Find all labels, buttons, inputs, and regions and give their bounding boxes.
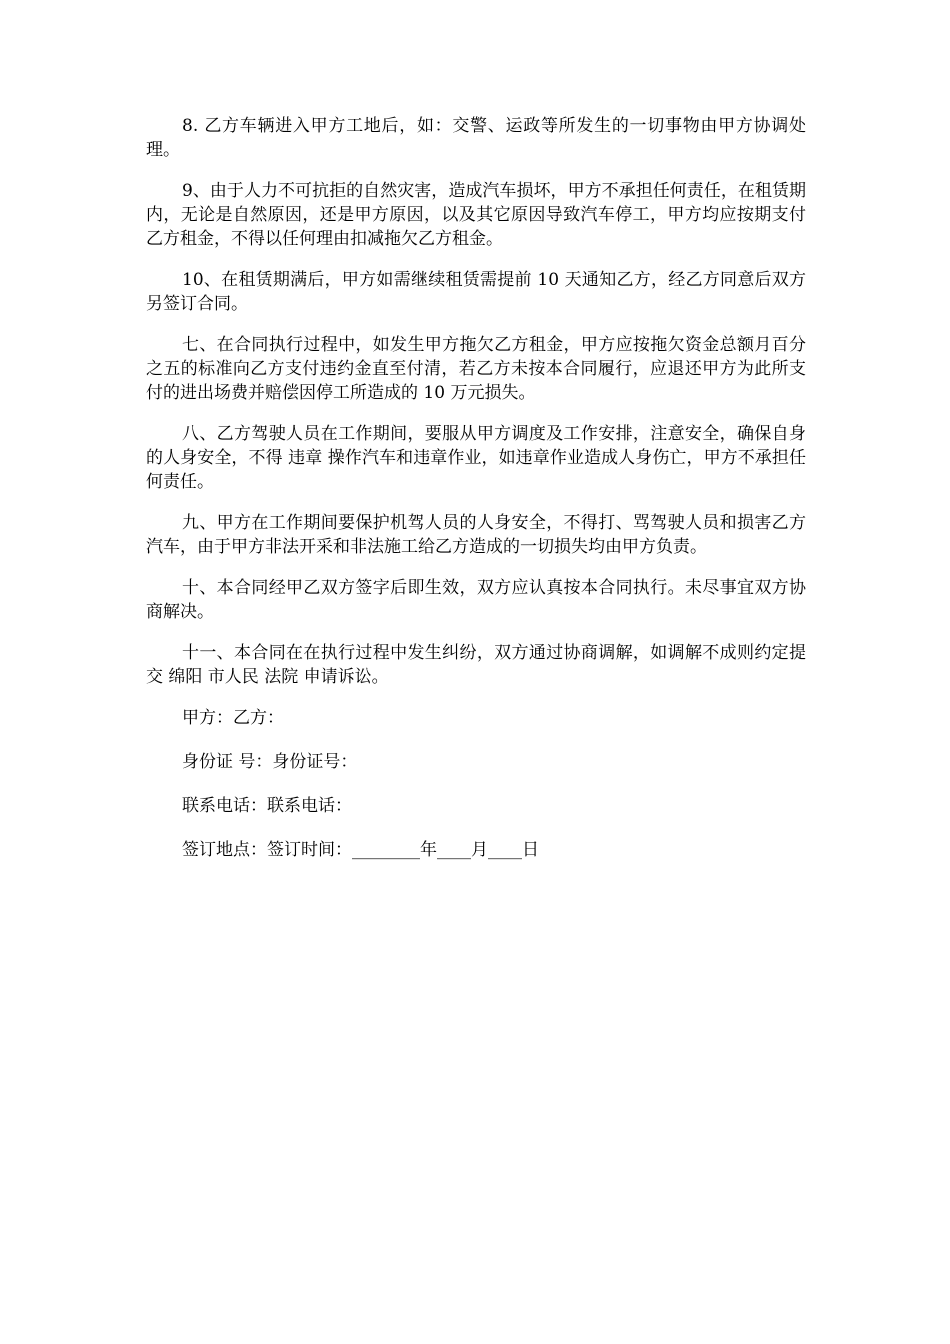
clause-eleven: 十一、本合同在在执行过程中发生纠纷，双方通过协商调解，如调解不成则约定提交 绵阳 市人民 法院 申请诉讼。 [146,643,806,687]
signature-parties: 甲方：乙方： [182,708,284,728]
clause-seven: 七、在合同执行过程中，如发生甲方拖欠乙方租金，甲方应按拖欠资金总额月百分之五的标准向乙方支付违约金直至付清，若乙方未按本合同履行，应退还甲方为此所支付的进出场费并赔偿因停工所造成的 10 万元损失。 [146,335,806,403]
clause-9: 9、由于人力不可抗拒的自然灾害，造成汽车损坏，甲方不承担任何责任，在租赁期内，无论是自然原因，还是甲方原因，以及其它原因导致汽车停工，甲方均应按期支付乙方租金，不得以任何理由扣减拖欠乙方租金。 [146,181,806,249]
clause-ten: 十、本合同经甲乙双方签字后即生效，双方应认真按本合同执行。未尽事宜双方协商解决。 [146,578,806,622]
signature-phones: 联系电话：联系电话： [182,796,352,816]
clause-eight: 八、乙方驾驶人员在工作期间，要服从甲方调度及工作安排，注意安全，确保自身的人身安全，不得 违章 操作汽车和违章作业，如违章作业造成人身伤亡，甲方不承担任何责任。 [146,424,806,492]
clause-10: 10、在租赁期满后，甲方如需继续租赁需提前 10 天通知乙方，经乙方同意后双方另签订合同。 [146,270,806,314]
document-body [146,114,806,882]
clause-nine: 九、甲方在工作期间要保护机驾人员的人身安全，不得打、骂驾驶人员和损害乙方汽车，由于甲方非法开采和非法施工给乙方造成的一切损失均由甲方负责。 [146,513,806,557]
signature-place-time: 签订地点：签订时间：________年____月____日 [182,840,539,860]
clause-8: 8. 乙方车辆进入甲方工地后，如：交警、运政等所发生的一切事物由甲方协调处理。 [146,116,806,160]
signature-id-numbers: 身份证 号：身份证号： [182,752,358,772]
